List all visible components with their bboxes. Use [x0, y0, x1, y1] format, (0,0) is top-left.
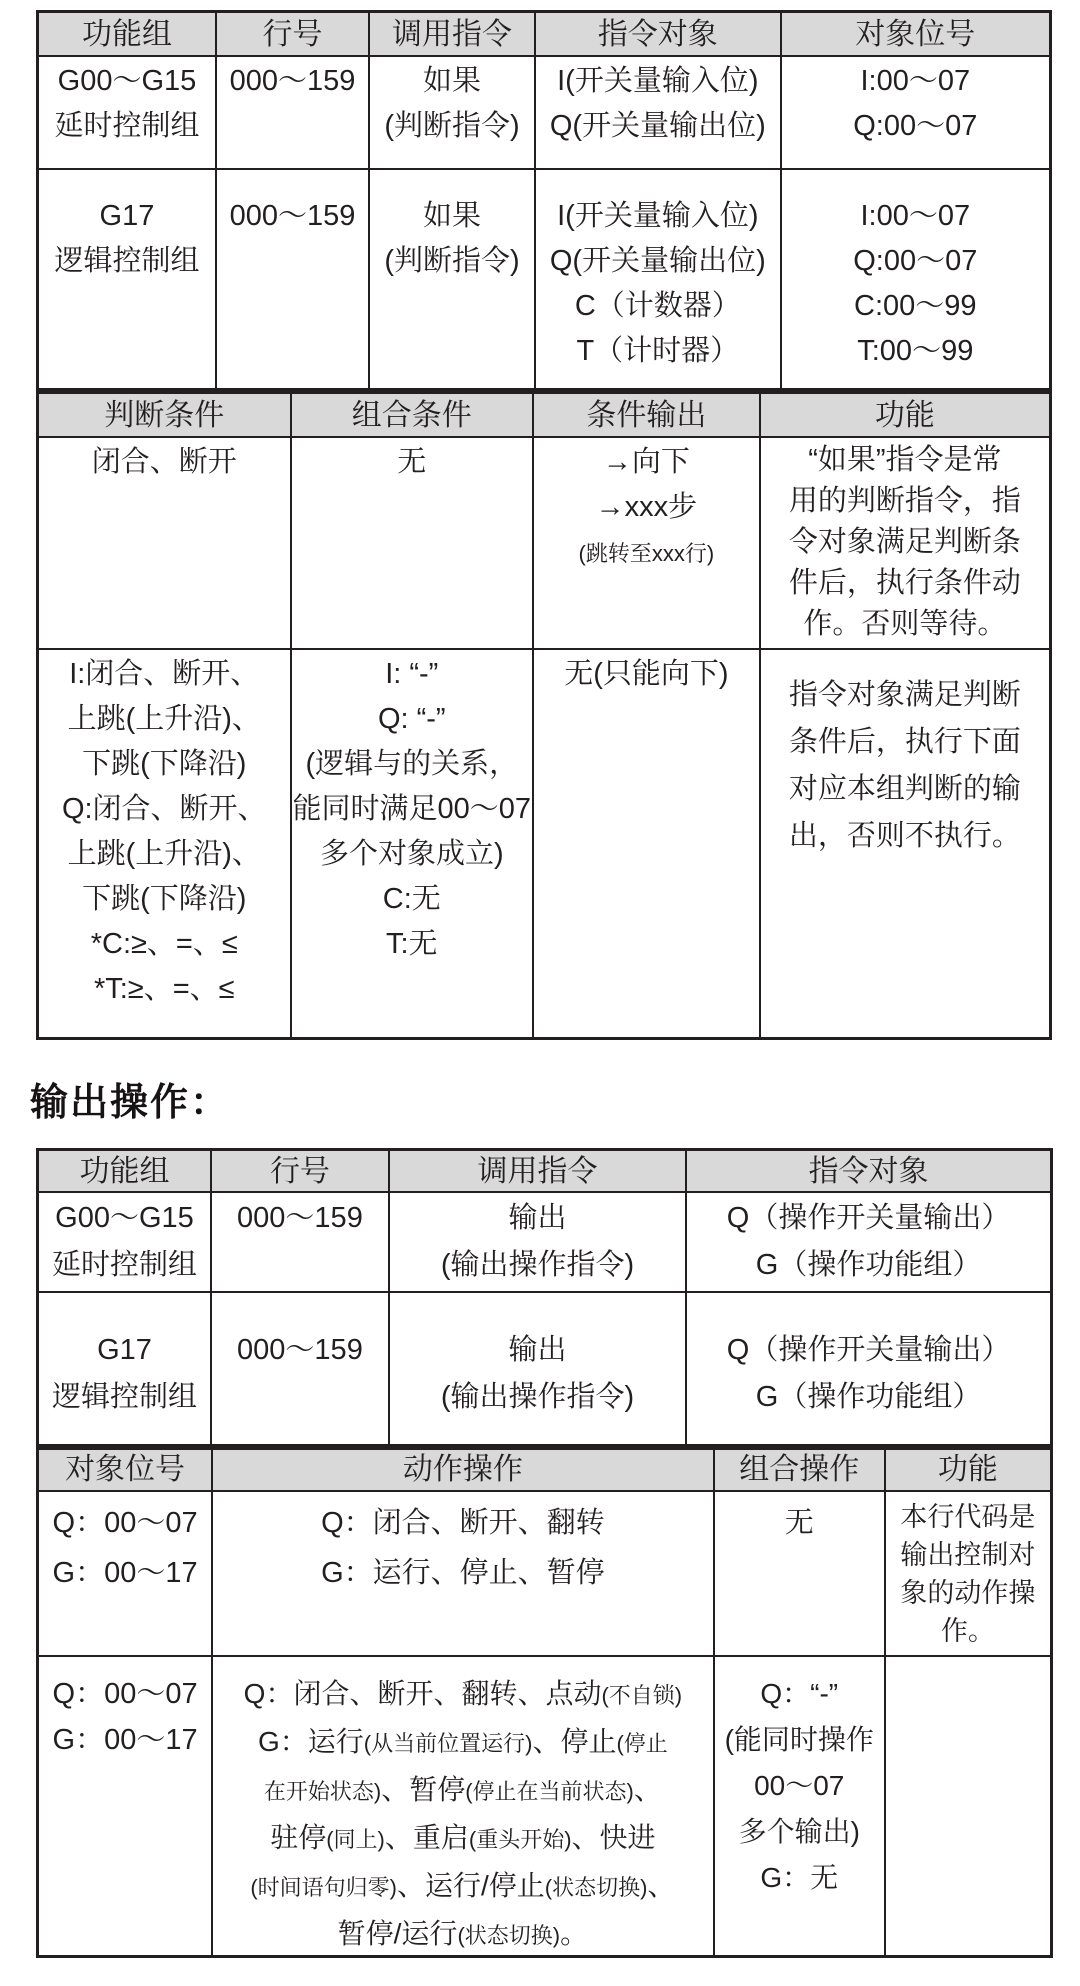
text-segment-small: (重头开始) [468, 1827, 572, 1852]
text-segment-small: (状态切换) [457, 1923, 561, 1948]
text-line: G（操作功能组） [755, 1249, 982, 1281]
text-line: 上跳(上升沿)、 [67, 838, 261, 870]
column-header [782, 13, 1049, 57]
text-line: C:00～99 [854, 290, 977, 322]
table-cell [213, 1657, 715, 1955]
table-cell [212, 1293, 390, 1444]
text-line [270, 1815, 655, 1863]
text-line: 输出控制对 [900, 1540, 1036, 1570]
text-line: 输出 [508, 1202, 567, 1234]
text-line: 功能 [937, 1453, 998, 1486]
text-line: 组合条件 [351, 398, 472, 432]
text-line: 对象位号 [855, 17, 976, 51]
table-cell [534, 650, 761, 1037]
text-line: 出，否则不执行。 [788, 820, 1021, 852]
text-line: I:00～07 [860, 200, 971, 232]
column-header [886, 1450, 1050, 1492]
text-line: 功能组 [79, 1154, 170, 1188]
text-line: 条件后，执行下面 [788, 726, 1021, 758]
text-line: →xxx步 [595, 491, 698, 523]
text-line: T（计时器） [576, 335, 740, 367]
text-segment: G：运行 [258, 1726, 364, 1757]
text-line: (输出操作指令) [440, 1381, 635, 1413]
text-line: 指令对象 [808, 1154, 929, 1188]
text-line [258, 1719, 668, 1767]
text-line: 输出 [508, 1334, 567, 1366]
text-line: I:00～07 [860, 65, 971, 97]
column-header [213, 1450, 715, 1492]
text-line: 下跳(下降沿) [82, 883, 247, 915]
table-cell [715, 1492, 886, 1657]
text-segment: 、快进 [571, 1822, 656, 1853]
text-line: 逻辑控制组 [54, 245, 200, 277]
text-line: C（计数器） [574, 290, 741, 322]
text-line: (判断指令) [384, 110, 520, 142]
text-line: 延时控制组 [54, 110, 200, 142]
column-header [536, 13, 782, 57]
text-line: 000～159 [229, 200, 356, 232]
text-segment: 。 [560, 1918, 589, 1949]
text-line: *C:≥、=、≤ [90, 928, 238, 960]
text-line: Q(开关量输出位) [549, 245, 766, 277]
text-line: 功能 [874, 398, 935, 432]
text-line [244, 1671, 682, 1719]
table-cell [886, 1492, 1050, 1657]
text-segment: 、 [647, 1870, 676, 1901]
text-segment-small: 在开始状态) [263, 1779, 382, 1804]
text-line: 对应本组判断的输 [788, 773, 1021, 805]
text-line: 作。 [940, 1616, 995, 1646]
table-cell [886, 1657, 1050, 1955]
text-segment: 驻停 [270, 1822, 327, 1853]
text-line: Q:00～07 [853, 110, 978, 142]
table-cell [370, 57, 536, 170]
text-line: G00～G15 [57, 65, 197, 97]
table-cell [39, 1492, 213, 1657]
text-segment-small: (停止 [616, 1731, 668, 1756]
table-cell [39, 1657, 213, 1955]
text-segment: 、运行/停止 [396, 1870, 545, 1901]
text-line: 000～159 [237, 1202, 363, 1234]
text-line: *T:≥、=、≤ [93, 973, 235, 1005]
text-line: 能同时满足00～07 [292, 793, 532, 825]
text-segment: 、 [633, 1774, 662, 1805]
text-line [579, 530, 715, 576]
column-header [715, 1450, 886, 1492]
text-line: Q:00～07 [853, 245, 978, 277]
text-line: G（操作功能组） [755, 1381, 982, 1413]
text-line: “如果”指令是常 [808, 444, 1002, 476]
table-cell [213, 1492, 715, 1657]
table-cell [687, 1293, 1050, 1444]
text-line: 指令对象 [597, 17, 718, 51]
text-line: 行号 [269, 1154, 330, 1188]
table-cell [212, 1193, 390, 1293]
text-line: (判断指令) [384, 245, 520, 277]
output-operation-table-bottom [36, 1447, 1053, 1958]
table-cell [39, 1193, 212, 1293]
text-line: G00～G15 [55, 1202, 194, 1234]
text-line: G17 [99, 200, 155, 232]
text-segment-small: (停止在当前状态) [465, 1779, 634, 1804]
column-header [39, 1450, 213, 1492]
table-cell [536, 57, 782, 170]
text-line: 如果 [423, 200, 482, 232]
text-line: 本行代码是 [900, 1502, 1036, 1532]
text-line: 多个对象成立) [319, 838, 504, 870]
text-line: 无 [397, 446, 427, 478]
text-line: G：无 [760, 1862, 839, 1893]
text-line: Q:闭合、断开、 [61, 793, 267, 825]
text-line: 调用指令 [392, 17, 513, 51]
text-segment: 暂停/运行 [337, 1918, 458, 1949]
table-cell [761, 438, 1049, 650]
text-line: 逻辑控制组 [51, 1381, 197, 1413]
text-line: I:闭合、断开、 [69, 658, 260, 690]
text-line: 延时控制组 [51, 1249, 197, 1281]
column-header [534, 394, 761, 438]
text-line: G：00～17 [52, 1557, 198, 1589]
text-line: I(开关量输入位) [557, 200, 759, 232]
table-cell [292, 650, 535, 1037]
text-segment-small: (从当前位置运行) [363, 1731, 533, 1756]
text-line: 象的动作操 [900, 1578, 1036, 1608]
text-line: G17 [97, 1334, 152, 1366]
text-line: 用的判断指令，指 [788, 485, 1021, 517]
section-title-output-operations: 输出操作： [30, 1082, 231, 1124]
text-line: 闭合、断开 [91, 446, 237, 478]
column-header [212, 1151, 390, 1193]
judge-instruction-table-bottom [36, 391, 1052, 1040]
text-line: 调用指令 [477, 1154, 598, 1188]
text-line: 令对象满足判断条 [788, 526, 1021, 558]
text-line: 动作操作 [402, 1453, 523, 1486]
column-header [39, 13, 217, 57]
table-cell [39, 438, 292, 650]
text-line: 判断条件 [104, 398, 225, 432]
text-line: Q：闭合、断开、翻转 [321, 1507, 605, 1539]
column-header [39, 394, 292, 438]
column-header [217, 13, 370, 57]
text-line: Q：00～07 [52, 1678, 198, 1710]
text-line: Q：00～07 [52, 1507, 198, 1539]
table-cell [687, 1193, 1050, 1293]
column-header [370, 13, 536, 57]
column-header [390, 1151, 687, 1193]
table-cell [390, 1193, 687, 1293]
text-segment-small: (时间语句归零) [250, 1875, 397, 1900]
text-line: 00～07 [754, 1770, 845, 1801]
text-line: 组合操作 [739, 1453, 860, 1486]
text-line [338, 1911, 588, 1959]
text-line: I(开关量输入位) [557, 65, 759, 97]
text-line: Q（操作开关量输出） [726, 1202, 1011, 1234]
table-cell [39, 650, 292, 1037]
table-cell [39, 1293, 212, 1444]
text-line: 多个输出) [738, 1816, 860, 1847]
text-line: 无 [784, 1507, 814, 1539]
text-line: Q(开关量输出位) [549, 110, 766, 142]
text-line: (逻辑与的关系， [305, 748, 519, 780]
text-line: 指令对象满足判断 [788, 679, 1021, 711]
column-header [292, 394, 535, 438]
text-line [250, 1863, 675, 1911]
table-cell [39, 57, 217, 170]
text-segment-small: (不自锁) [601, 1683, 683, 1708]
text-line: 如果 [423, 65, 482, 97]
text-line: G：运行、停止、暂停 [321, 1557, 605, 1589]
text-segment-small: (同上) [326, 1827, 385, 1852]
text-line: 000～159 [237, 1334, 363, 1366]
table-cell [782, 57, 1049, 170]
text-line: 件后，执行条件动 [788, 567, 1021, 599]
table-cell [217, 170, 370, 388]
text-line: C:无 [382, 883, 441, 915]
text-line: Q：“-” [760, 1678, 839, 1709]
text-segment: 、停止 [532, 1726, 617, 1757]
text-line: 上跳(上升沿)、 [67, 703, 261, 735]
column-header [761, 394, 1049, 438]
text-line: T:00～99 [857, 335, 974, 367]
table-cell [370, 170, 536, 388]
text-segment: Q：闭合、断开、翻转、点动 [243, 1678, 602, 1709]
text-segment: 、暂停 [381, 1774, 466, 1805]
table-cell [536, 170, 782, 388]
table-cell [217, 57, 370, 170]
text-segment-small: (状态切换) [544, 1875, 648, 1900]
text-line: →向下 [602, 446, 690, 478]
output-operation-table-top [36, 1148, 1053, 1447]
judge-instruction-table-top [36, 10, 1052, 391]
column-header [39, 1151, 212, 1193]
text-line: 行号 [262, 17, 323, 51]
table-cell [292, 438, 535, 650]
text-line: 下跳(下降沿) [82, 748, 247, 780]
text-line: 对象位号 [65, 1453, 186, 1486]
text-line: Q: “-” [377, 703, 446, 735]
text-segment: 、重启 [384, 1822, 469, 1853]
text-line: 无(只能向下) [564, 658, 729, 690]
text-line: I: “-” [385, 658, 439, 690]
table-cell [39, 170, 217, 388]
text-line: (输出操作指令) [440, 1249, 635, 1281]
text-line: (能同时操作 [724, 1724, 874, 1755]
table-cell [761, 650, 1049, 1037]
text-line: 000～159 [229, 65, 356, 97]
text-line: 条件输出 [586, 398, 707, 432]
table-cell [534, 438, 761, 650]
table-cell [390, 1293, 687, 1444]
text-line: T:无 [385, 928, 438, 960]
table-cell [715, 1657, 886, 1955]
table-cell [782, 170, 1049, 388]
text-line: 作。否则等待。 [803, 608, 1007, 640]
text-segment-small: (跳转至xxx行) [578, 541, 715, 566]
text-line: G：00～17 [52, 1724, 198, 1756]
text-line [264, 1767, 662, 1815]
text-line: 功能组 [81, 17, 172, 51]
text-line: Q（操作开关量输出） [726, 1334, 1011, 1366]
column-header [687, 1151, 1050, 1193]
